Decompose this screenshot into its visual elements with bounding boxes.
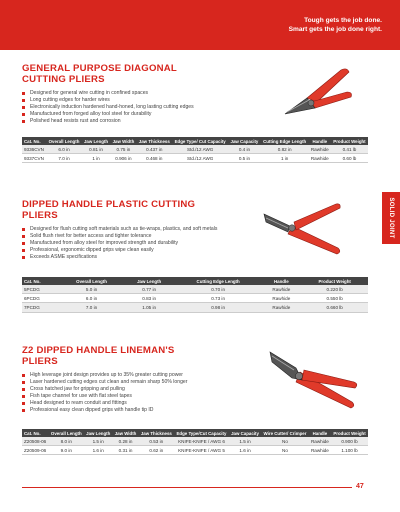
table-cell: 1.6 in	[84, 446, 113, 455]
table-cell: 5PCDG	[22, 285, 60, 294]
table-cell: 0.31 in	[113, 446, 139, 455]
table-cell: 0.4 in	[228, 145, 260, 154]
section-diagonal-pliers	[22, 64, 368, 184]
table-cell: Z20509-06	[22, 446, 49, 455]
column-header: Handle	[261, 277, 301, 285]
table-cell: 0.60 lb	[331, 154, 368, 163]
feature-item: Electronically induction hardened hand-honed, long lasting cutting edges	[22, 104, 242, 111]
table-cell: 0.70 in	[175, 285, 261, 294]
table-cell: Rawhide	[261, 303, 301, 312]
table-header-row	[22, 277, 368, 285]
column-header: Product Weight	[331, 137, 368, 145]
table-cell: 7PCDG	[22, 303, 60, 312]
table-cell: 0.98 in	[175, 303, 261, 312]
column-header: Edge Type/Cut Capacity	[174, 429, 229, 437]
table-cell: Rawhide	[309, 446, 331, 455]
table-cell: 8.0 in	[49, 437, 84, 446]
feature-item: Solid flush rivet for better access and tighter tolerance	[22, 233, 242, 240]
table-cell: 6.0 in	[60, 294, 124, 303]
table-cell: 0.550 lb	[301, 294, 368, 303]
feature-item: Fish tape channel for use with flat steel tapes	[22, 393, 242, 400]
footer-rule	[22, 487, 352, 488]
table-cell: 9336CVN	[22, 145, 46, 154]
table-cell: No	[261, 437, 309, 446]
table-cell: Z20508-06	[22, 437, 49, 446]
section-linemans-pliers	[22, 346, 368, 476]
column-header: Wire Cutter/ Crimper	[261, 429, 309, 437]
column-header: Jaw Width	[113, 429, 139, 437]
section-title-line-2: PLIERS	[22, 355, 58, 367]
diagonal-pliers-image	[277, 62, 357, 122]
feature-item: Manufactured from alloy steel for improved strength and durability	[22, 240, 242, 247]
feature-item: Professional easy clean dipped grips with handle tip ID	[22, 407, 242, 414]
table-cell: 7.0 in	[46, 154, 81, 163]
feature-item: Polished head resists rust and corrosion	[22, 118, 242, 125]
table-cell: Rawhide	[309, 154, 331, 163]
table-row	[22, 285, 368, 294]
tagline	[289, 16, 382, 34]
column-header: Jaw Length	[82, 137, 111, 145]
column-header: Cat. No.	[22, 429, 49, 437]
column-header: Cat. No.	[22, 137, 46, 145]
table-cell: 0.53 in	[139, 437, 175, 446]
feature-item: Designed for flush cutting soft materials such as tie-wraps, plastics, and soft metals	[22, 226, 242, 233]
feature-item: Head designed to ream conduit and fittings	[22, 400, 242, 407]
table-cell: 0.5 in	[228, 154, 260, 163]
column-header: Cat. No.	[22, 277, 60, 285]
table-cell: Std./12 AWG	[172, 145, 228, 154]
feature-item: Manufactured from forged alloy tool steel for durability	[22, 111, 242, 118]
linemans-pliers-image	[266, 342, 362, 418]
table-cell: 1 in	[261, 154, 309, 163]
table-cell: 1.05 in	[123, 303, 175, 312]
section-title-line-1: DIPPED HANDLE PLASTIC CUTTING	[22, 199, 196, 210]
table-cell: 9337CVN	[22, 154, 46, 163]
feature-item: Professional, ergonomic dipped grips wipe clean easily	[22, 247, 242, 254]
table-row	[22, 437, 368, 446]
section-plastic-cutting-pliers	[22, 200, 368, 326]
column-header: Overall Length	[60, 277, 124, 285]
side-tab-label: SOLID JOINT	[388, 197, 394, 239]
table-cell: 7.0 in	[60, 303, 124, 312]
table-cell: 1.5 in	[84, 437, 113, 446]
feature-item: Designed for general wire cutting in confined spaces	[22, 90, 242, 97]
table-row	[22, 303, 368, 312]
table-cell: Std./12 AWG	[172, 154, 228, 163]
column-header: Overall Length	[49, 429, 84, 437]
table-row	[22, 154, 368, 163]
feature-list	[22, 226, 242, 261]
table-cell: 6PCDG	[22, 294, 60, 303]
section-title-line-2: PLIERS	[22, 209, 58, 221]
table-header-row	[22, 429, 368, 437]
table-cell: 9.0 in	[49, 446, 84, 455]
column-header: Jaw Capacity	[229, 429, 261, 437]
table-cell: 0.73 in	[175, 294, 261, 303]
table-cell: 1.5 in	[229, 437, 261, 446]
table-cell: 1 in	[82, 154, 111, 163]
feature-list	[22, 372, 242, 414]
page-number: 47	[356, 483, 364, 490]
feature-item: High leverage joint design provides up to 35% greater cutting power	[22, 372, 242, 379]
table-cell: 5.0 in	[60, 285, 124, 294]
column-header: Jaw Thickness	[136, 137, 172, 145]
side-tab	[382, 192, 400, 244]
column-header: Cutting Edge Length	[261, 137, 309, 145]
table-row	[22, 145, 368, 154]
spec-table-plastic	[22, 277, 368, 313]
table-cell: 6.0 in	[46, 145, 81, 154]
table-row	[22, 294, 368, 303]
column-header: Handle	[309, 429, 331, 437]
table-cell: 0.468 in	[136, 154, 172, 163]
table-cell: Rawhide	[261, 294, 301, 303]
table-cell: 0.437 in	[136, 145, 172, 154]
table-cell: 0.83 in	[123, 294, 175, 303]
column-header: Product Weight	[301, 277, 368, 285]
section-title-line-2: CUTTING PLIERS	[22, 73, 105, 85]
table-cell: 0.900 lb	[331, 437, 368, 446]
spec-table-diagonal	[22, 137, 368, 163]
table-cell: 1.6 in	[229, 446, 261, 455]
table-cell: 0.81 in	[82, 145, 111, 154]
table-cell: No	[261, 446, 309, 455]
column-header: Jaw Thickness	[139, 429, 175, 437]
header-banner	[0, 0, 400, 50]
feature-item: Laser hardened cutting edges cut clean and remain sharp 50% longer	[22, 379, 242, 386]
feature-item: Cross hatched jaw for gripping and pulling	[22, 386, 242, 393]
table-cell: 0.28 in	[113, 437, 139, 446]
table-cell: 0.82 in	[261, 145, 309, 154]
column-header: Handle	[309, 137, 331, 145]
table-cell: 1.100 lb	[331, 446, 368, 455]
column-header: Jaw Length	[123, 277, 175, 285]
plastic-cutting-pliers-image	[258, 196, 348, 262]
table-header-row	[22, 137, 368, 145]
column-header: Jaw Width	[110, 137, 136, 145]
column-header: Edge Type/ Cut Capacity	[172, 137, 228, 145]
feature-item: Exceeds ASME specifications	[22, 254, 242, 261]
table-cell: 0.906 in	[110, 154, 136, 163]
column-header: Jaw Length	[84, 429, 113, 437]
table-cell: 0.220 lb	[301, 285, 368, 294]
section-title-line-1: GENERAL PURPOSE DIAGONAL	[22, 63, 177, 74]
table-cell: 0.77 in	[123, 285, 175, 294]
column-header: Product Weight	[331, 429, 368, 437]
table-cell: Rawhide	[309, 145, 331, 154]
table-cell: KNIFE-KNIFE / AWG 6	[174, 437, 229, 446]
table-cell: 0.41 lb	[331, 145, 368, 154]
feature-item: Long cutting edges for harder wires	[22, 97, 242, 104]
table-cell: KNIFE-KNIFE / AWG 5	[174, 446, 229, 455]
table-cell: 0.660 lb	[301, 303, 368, 312]
column-header: Overall Length	[46, 137, 81, 145]
section-title-line-1: Z2 DIPPED HANDLE LINEMAN'S	[22, 345, 175, 356]
table-cell: 0.75 in	[110, 145, 136, 154]
feature-list	[22, 90, 242, 125]
table-row	[22, 446, 368, 455]
column-header: Cutting Edge Length	[175, 277, 261, 285]
table-cell: 0.62 in	[139, 446, 175, 455]
tagline-line-2: Smart gets the job done right.	[288, 26, 382, 33]
column-header: Jaw Capacity	[228, 137, 260, 145]
spec-table-linemans	[22, 429, 368, 455]
table-cell: Rawhide	[309, 437, 331, 446]
table-cell: Rawhide	[261, 285, 301, 294]
tagline-line-1: Tough gets the job done.	[304, 17, 382, 24]
